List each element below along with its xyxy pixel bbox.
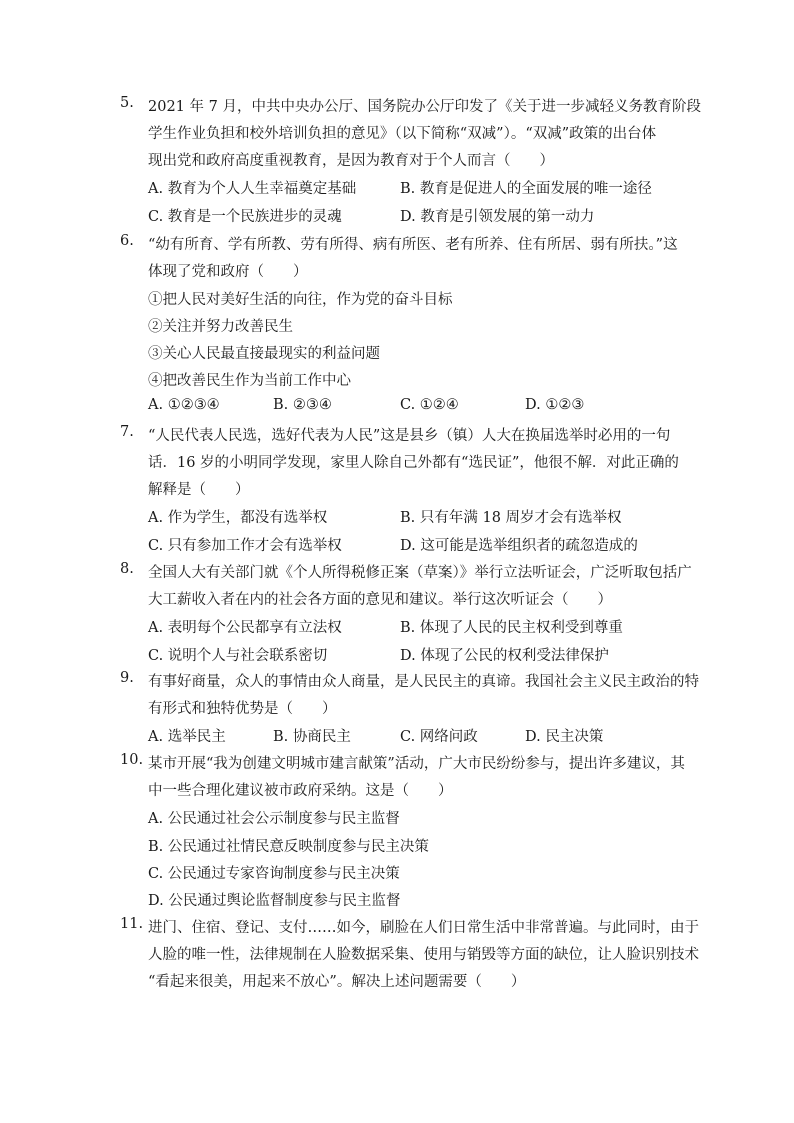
option-c: C. 公民通过专家咨询制度参与民主决策 — [148, 866, 400, 882]
option-b: B. 协商民主 — [273, 729, 351, 745]
statement-4: ④把改善民生作为当前工作中心 — [148, 373, 351, 389]
option-d: D. 这可能是选举组织者的疏忽造成的 — [400, 538, 638, 554]
statement-1: ①把人民对美好生活的向往，作为党的奋斗目标 — [148, 292, 453, 308]
statement-3: ③关心人民最直接最现实的利益问题 — [148, 346, 380, 362]
option-b: B. 体现了人民的民主权利受到尊重 — [400, 620, 623, 636]
question-number: 10. — [120, 752, 144, 768]
option-b: B. 教育是促进人的全面发展的唯一途径 — [400, 181, 652, 197]
stem-line: 话．16 岁的小明同学发现，家里人除自己外都有“选民证”，他很不解．对此正确的 — [148, 455, 679, 471]
option-d: D. 民主决策 — [525, 729, 604, 745]
question-number: 5. — [120, 95, 134, 111]
option-b: B. 只有年满 18 周岁才会有选举权 — [400, 510, 622, 526]
option-a: A. 公民通过社会公示制度参与民主监督 — [148, 811, 400, 827]
question-number: 11. — [120, 916, 144, 932]
option-d: D. 公民通过舆论监督制度参与民主监督 — [148, 893, 401, 909]
option-b: B. 公民通过社情民意反映制度参与民主决策 — [148, 839, 429, 855]
option-a: A. 选举民主 — [148, 729, 226, 745]
question-number: 9. — [120, 670, 134, 686]
stem-line: 有形式和独特优势是（ ） — [148, 701, 337, 717]
stem-line: 中一些合理化建议被市政府采纳。这是（ ） — [148, 783, 453, 799]
stem-line: 全国人大有关部门就《个人所得税修正案（草案）》举行立法听证会，广泛听取包括广 — [148, 565, 692, 581]
option-d: D. 体现了公民的权利受法律保护 — [400, 648, 609, 664]
stem-line: 某市开展“我为创建文明城市建言献策”活动，广大市民纷纷参与，提出许多建议，其 — [148, 756, 685, 772]
stem-line: “看起来很美，用起来不放心”。解决上述问题需要（ ） — [148, 974, 526, 990]
option-a: A. 表明每个公民都享有立法权 — [148, 620, 342, 636]
option-a: A. ①②③④ — [148, 397, 220, 413]
question-number: 6. — [120, 233, 134, 249]
option-c: C. ①②④ — [400, 397, 459, 413]
option-a: A. 教育为个人人生幸福奠定基础 — [148, 181, 357, 197]
stem-line: 2021 年 7 月，中共中央办公厅、国务院办公厅印发了《关于进一步减轻义务教育阶段 — [148, 99, 701, 115]
stem-line: “人民代表人民选，选好代表为人民”这是县乡（镇）人大在换届选举时必用的一句 — [148, 428, 671, 444]
option-c: C. 网络问政 — [400, 729, 478, 745]
stem-line: 进门、住宿、登记、支付……如今，刷脸在人们日常生活中非常普遍。与此同时，由于 — [148, 920, 699, 936]
stem-line: “幼有所育、学有所教、劳有所得、病有所医、老有所养、住有所居、弱有所扶。”这 — [148, 237, 678, 253]
option-d: D. ①②③ — [525, 397, 585, 413]
question-number: 7. — [120, 424, 134, 440]
option-b: B. ②③④ — [273, 397, 332, 413]
stem-line: 学生作业负担和校外培训负担的意见》（以下简称“双减”）。“双减”政策的出台体 — [148, 126, 657, 142]
stem-line: 有事好商量，众人的事情由众人商量，是人民民主的真谛。我国社会主义民主政治的特 — [148, 674, 699, 690]
stem-line: 大工薪收入者在内的社会各方面的意见和建议。举行这次听证会（ ） — [148, 592, 612, 608]
option-a: A. 作为学生，都没有选举权 — [148, 510, 328, 526]
option-c: C. 教育是一个民族进步的灵魂 — [148, 209, 342, 225]
question-number: 8. — [120, 561, 134, 577]
stem-line: 人脸的唯一性，法律规制在人脸数据采集、使用与销毁等方面的缺位，让人脸识别技术 — [148, 947, 699, 963]
stem-line: 体现了党和政府（ ） — [148, 264, 308, 280]
option-c: C. 说明个人与社会联系密切 — [148, 648, 328, 664]
option-d: D. 教育是引领发展的第一动力 — [400, 209, 595, 225]
stem-line: 现出党和政府高度重视教育，是因为教育对于个人而言（ ） — [148, 153, 554, 169]
stem-line: 解释是（ ） — [148, 482, 250, 498]
option-c: C. 只有参加工作才会有选举权 — [148, 538, 342, 554]
statement-2: ②关注并努力改善民生 — [148, 319, 293, 335]
